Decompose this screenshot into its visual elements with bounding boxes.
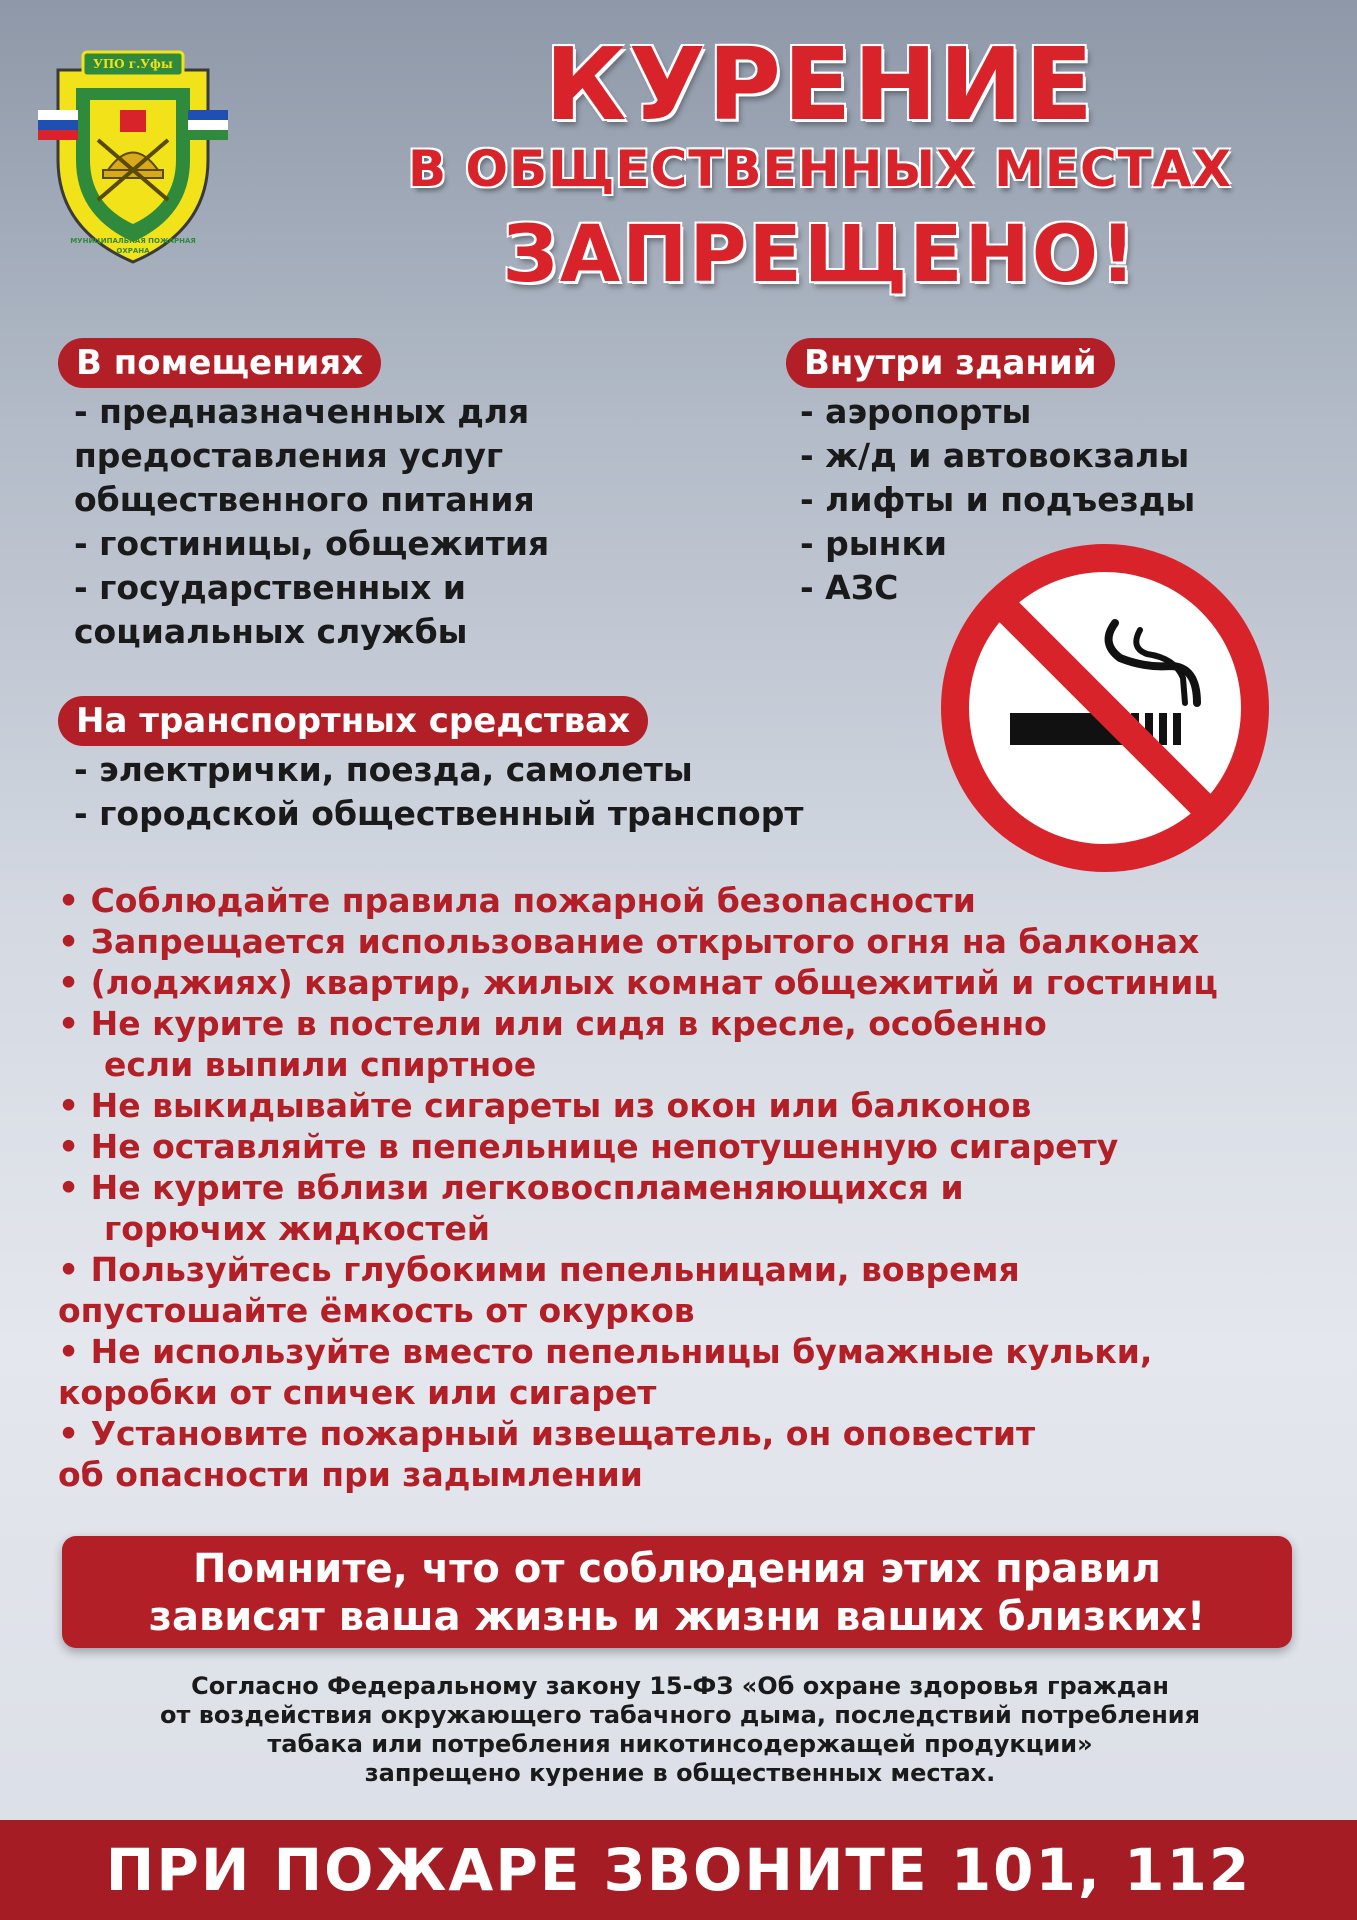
list-item: - АЗС bbox=[800, 568, 899, 607]
rule-line: если выпили спиртное bbox=[58, 1045, 537, 1084]
law-line: Согласно Федеральному закону 15-ФЗ «Об охране здоровья граждан bbox=[191, 1672, 1169, 1700]
section-transport-title: На транспортных средствах bbox=[58, 696, 648, 746]
section-rooms-title: В помещениях bbox=[58, 338, 381, 388]
rule-line: • Пользуйтесь глубокими пепельницами, вовремя bbox=[58, 1250, 1020, 1289]
list-item: общественного питания bbox=[74, 480, 535, 519]
list-item: - предназначенных для bbox=[74, 392, 530, 431]
remember-line-1: Помните, что от соблюдения этих правил bbox=[193, 1546, 1161, 1592]
rule-line: об опасности при задымлении bbox=[58, 1455, 643, 1494]
rule-line: • Не используйте вместо пепельницы бумажные кульки, bbox=[58, 1332, 1153, 1371]
law-line: от воздействия окружающего табачного дыма, последствий потребления bbox=[159, 1701, 1201, 1729]
rule-line: • Не выкидывайте сигареты из окон или балконов bbox=[58, 1086, 1032, 1125]
rule-line: • Запрещается использование открытого огня на балконах bbox=[58, 922, 1200, 961]
section-buildings-title: Внутри зданий bbox=[786, 338, 1115, 388]
fire-brigade-emblem-icon bbox=[38, 40, 228, 270]
remember-banner bbox=[62, 1536, 1292, 1648]
rule-line: • Не курите в постели или сидя в кресле, особенно bbox=[58, 1004, 1047, 1043]
list-item: - гостиницы, общежития bbox=[74, 524, 550, 563]
section-rooms-list bbox=[74, 390, 549, 654]
rule-line: • (лоджиях) квартир, жилых комнат общежитий и гостиниц bbox=[58, 963, 1218, 1002]
rule-line: опустошайте ёмкость от окурков bbox=[58, 1291, 695, 1330]
law-line: запрещено курение в общественных местах. bbox=[364, 1759, 996, 1787]
list-item: - рынки bbox=[800, 524, 947, 563]
emblem-ring-text: МУНИЦИПАЛЬНАЯ ПОЖАРНАЯ ОХРАНА bbox=[70, 237, 196, 255]
rule-line: коробки от спичек или сигарет bbox=[58, 1373, 657, 1412]
headline-subtitle: В ОБЩЕСТВЕННЫХ МЕСТАХ bbox=[407, 140, 1233, 198]
law-reference bbox=[60, 1672, 1300, 1788]
rule-line: • Не оставляйте в пепельнице непотушенную сигарету bbox=[58, 1127, 1119, 1166]
rule-line: • Не курите вблизи легковоспламеняющихся и bbox=[58, 1168, 964, 1207]
list-item: - государственных и bbox=[74, 568, 467, 607]
rule-line: • Установите пожарный извещатель, он оповестит bbox=[58, 1414, 1036, 1453]
list-item: - городской общественный транспорт bbox=[74, 794, 804, 833]
list-item: предоставления услуг bbox=[74, 436, 504, 475]
section-transport-list bbox=[74, 748, 803, 836]
list-item: - лифты и подъезды bbox=[800, 480, 1196, 519]
list-item: - электрички, поезда, самолеты bbox=[74, 750, 693, 789]
emergency-footer: ПРИ ПОЖАРЕ ЗВОНИТЕ 101, 112 bbox=[0, 1820, 1357, 1920]
law-line: табака или потребления никотинсодержащей продукции» bbox=[267, 1730, 1093, 1758]
rule-line: • Соблюдайте правила пожарной безопасности bbox=[58, 881, 976, 920]
list-item: - ж/д и автовокзалы bbox=[800, 436, 1190, 475]
remember-line-2: зависят ваша жизнь и жизни ваших близких! bbox=[148, 1594, 1206, 1640]
rule-line: горючих жидкостей bbox=[58, 1209, 490, 1248]
fire-safety-rules bbox=[58, 880, 1328, 1495]
list-item: - аэропорты bbox=[800, 392, 1032, 431]
list-item: социальных службы bbox=[74, 612, 468, 651]
headline-title: КУРЕНИЕ bbox=[544, 26, 1096, 143]
headline-forbidden: ЗАПРЕЩЕНО! bbox=[502, 210, 1138, 300]
emblem-top-text: УПО г.Уфы bbox=[93, 57, 173, 71]
no-smoking-icon bbox=[935, 538, 1275, 878]
